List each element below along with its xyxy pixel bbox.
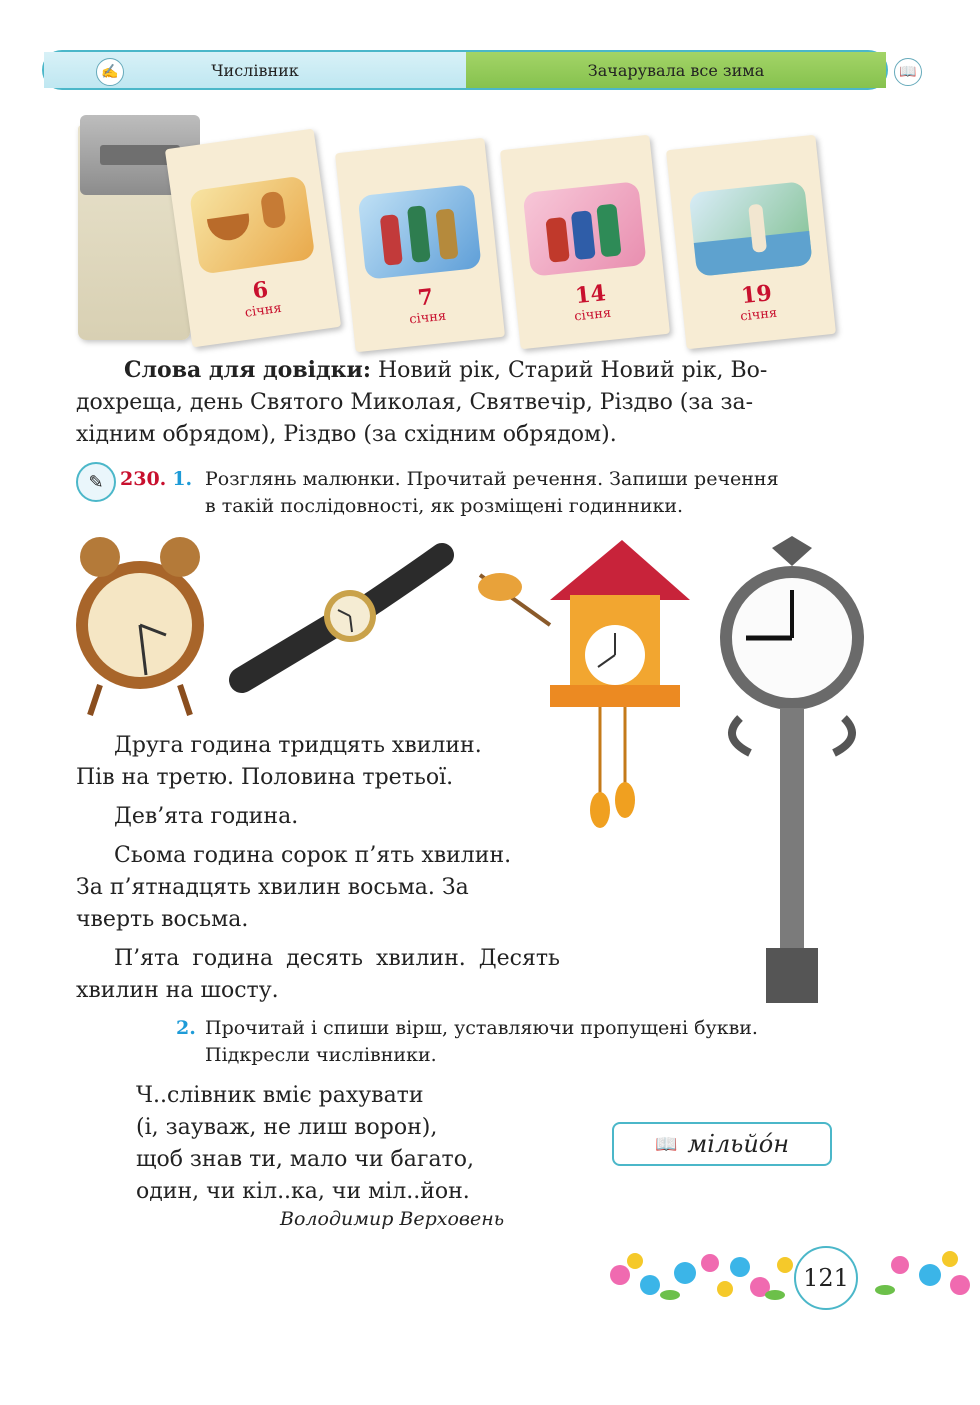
task-number-label: 230.: [120, 468, 167, 490]
flowers-image: [600, 1245, 980, 1305]
sentence: Пів на третю. Половина третьої.: [76, 765, 454, 790]
sentence: Дев’ята година.: [114, 804, 299, 829]
calendar-day: 14: [573, 280, 608, 310]
task-subnumber-label: 2.: [176, 1017, 196, 1039]
poem-line: щоб знав ти, мало чи багато,: [136, 1147, 474, 1172]
poem: [136, 1080, 596, 1208]
calendar-month: січня: [243, 300, 283, 321]
new-year-image: [523, 181, 647, 277]
poem-line: Ч..слівник вміє рахувати: [136, 1083, 424, 1108]
header-section-left: [44, 52, 466, 88]
sentence: Сьома година сорок п’ять хвилин.: [114, 843, 512, 868]
calendar-day: 6: [250, 276, 270, 305]
task-instruction: [205, 466, 865, 520]
task-instruction-line: Розглянь малюнки. Прочитай речення. Запиши речення: [205, 468, 779, 490]
reference-words: [76, 354, 866, 451]
sentence: Друга година тридцять хвилин.: [114, 733, 482, 758]
poem-line: (і, зауваж, не лиш ворон),: [136, 1115, 438, 1140]
write-task-icon: ✎: [76, 462, 116, 502]
epiphany-image: [689, 181, 813, 277]
sentence: чверть восьма.: [76, 907, 249, 932]
reference-label: Слова для довідки:: [124, 357, 371, 383]
reference-text: дохреща, день Святого Миколая, Святвечір, Різдво (за за-: [76, 390, 754, 415]
calendar-day: 7: [416, 283, 435, 312]
task-instruction-line: Підкресли числівники.: [205, 1044, 437, 1066]
task-subnumber: [176, 1015, 196, 1042]
header-section-right: [466, 52, 917, 88]
poem-author: Володимир Верховень: [280, 1208, 505, 1230]
calendar-month: січня: [408, 308, 447, 328]
calendar-page: [165, 129, 341, 348]
calendar-month: січня: [573, 305, 612, 325]
header-right-title: Зачарувала все зима: [587, 60, 765, 80]
flower-border: [600, 1245, 980, 1305]
wristwatch-image: [232, 540, 452, 695]
page-header: [42, 50, 917, 90]
calendar-day: 19: [739, 280, 774, 310]
sentence: хвилин на шосту.: [76, 978, 279, 1003]
book-icon: 📖: [654, 1133, 678, 1155]
task-subnumber: 1.: [172, 468, 193, 490]
calendar-page: [335, 138, 505, 353]
reference-text: хідним обрядом), Різдво (за східним обрядом).: [76, 422, 617, 447]
clock-sentences: [76, 730, 636, 1007]
sentence: П’ята година десять хвилин. Десять: [114, 946, 560, 971]
christmas-eve-image: [189, 175, 316, 274]
task-instruction-line: Прочитай і спиши вірш, уставляючи пропущені букви.: [205, 1017, 758, 1039]
poem-line: один, чи кіл..ка, чи міл..йон.: [136, 1179, 470, 1204]
alarm-clock-image: [70, 525, 210, 720]
calendar-page: [500, 135, 670, 350]
sentence: За п’ятнадцять хвилин восьма. За: [76, 875, 469, 900]
calendar-month: січня: [739, 305, 778, 325]
task-number: [120, 466, 192, 493]
task-instruction-line: в такій послідовності, як розміщені годинники.: [205, 495, 684, 517]
vocabulary-word-box: [612, 1122, 832, 1166]
street-clock-image: [710, 538, 875, 1008]
calendar-page: [666, 135, 836, 350]
task-instruction: [205, 1015, 865, 1069]
pen-icon: ✍: [96, 58, 124, 86]
header-left-title: Числівник: [211, 60, 299, 80]
reference-text: Новий рік, Старий Новий рік, Во-: [370, 358, 768, 383]
book-icon: 📖: [894, 58, 922, 86]
vocabulary-word: мільйо́н: [687, 1130, 790, 1158]
page-number: 121: [794, 1246, 858, 1310]
christmas-carol-image: [358, 184, 482, 280]
